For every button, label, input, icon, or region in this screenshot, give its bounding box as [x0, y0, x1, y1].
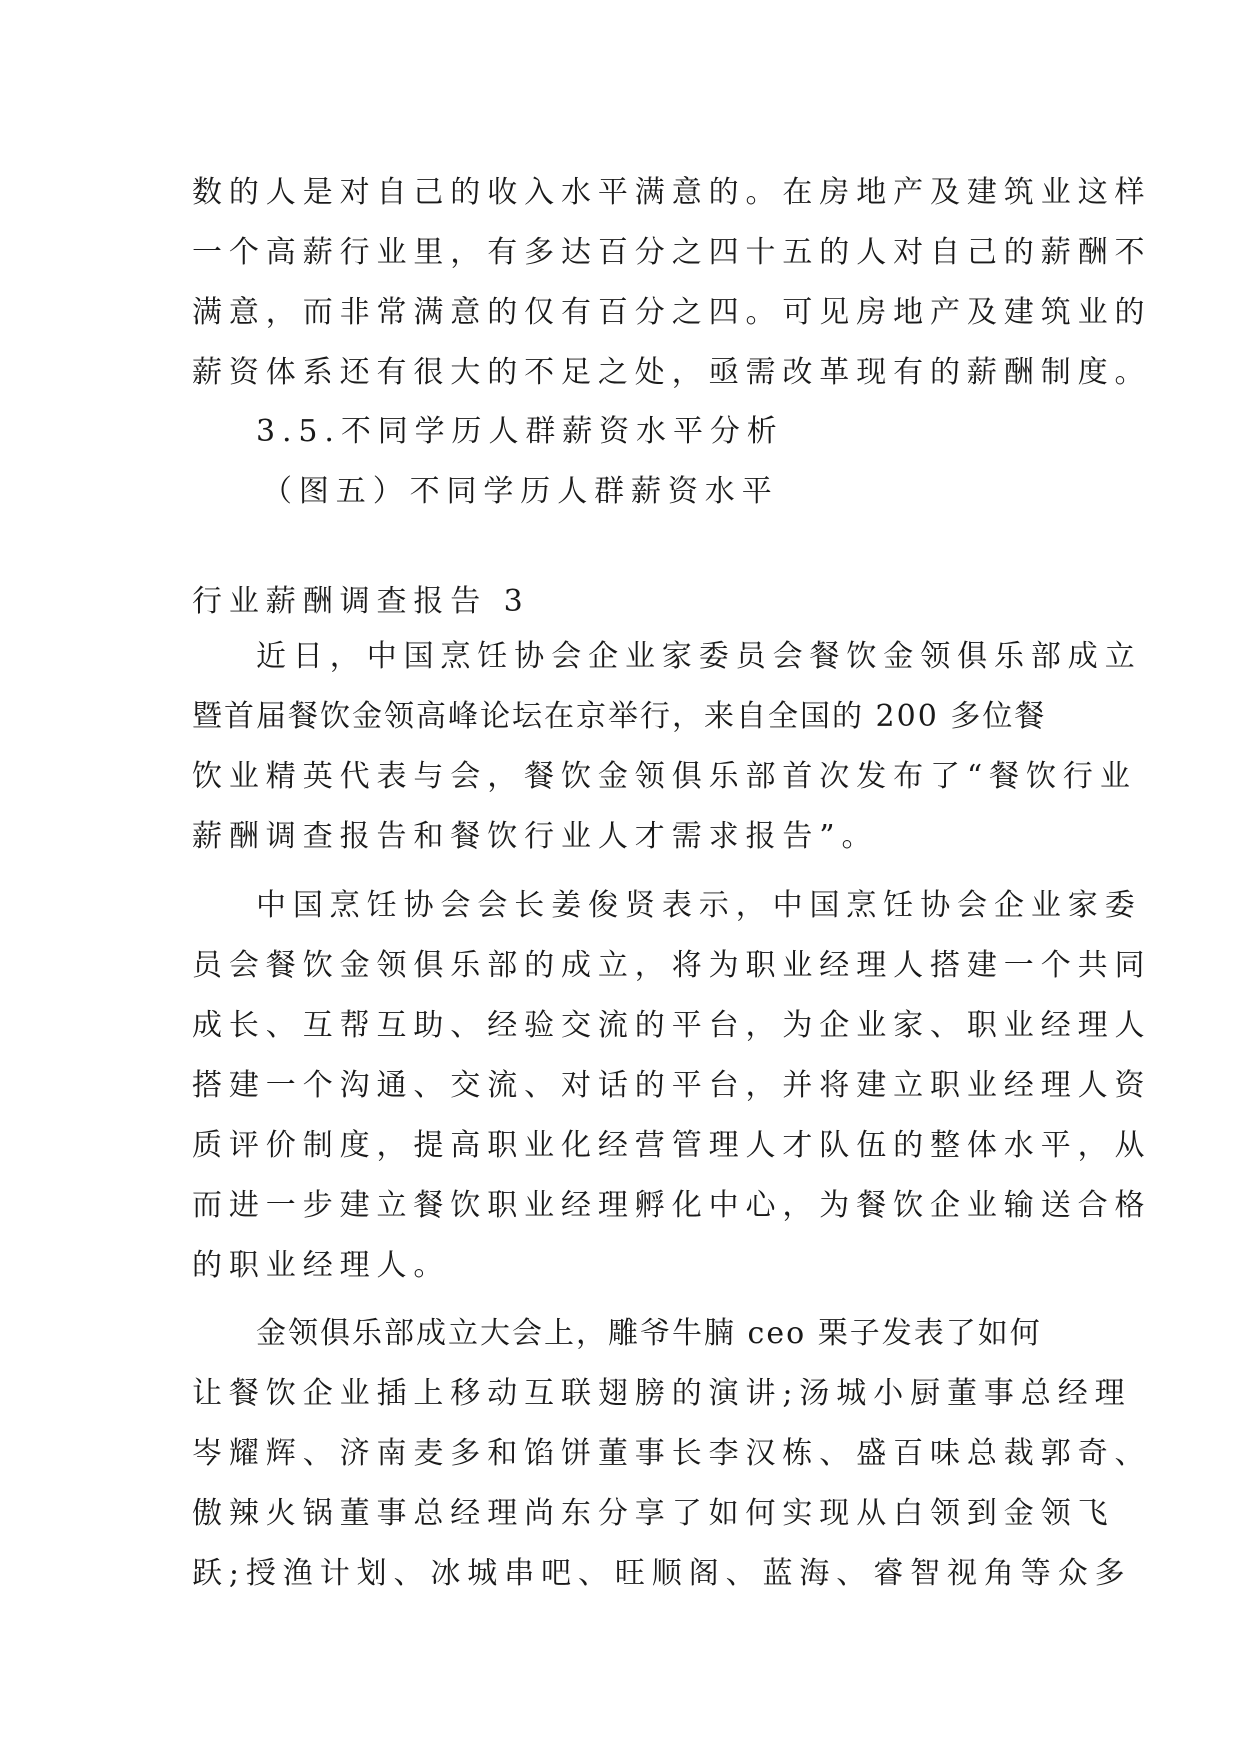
- paragraph-line: 让餐饮企业插上移动互联翅膀的演讲;汤城小厨董事总经理: [192, 1376, 1132, 1411]
- figure-caption: （图五）不同学历人群薪资水平: [262, 474, 779, 509]
- paragraph-line: 暨首届餐饮金领高峰论坛在京举行，来自全国的 200 多位餐: [192, 699, 1047, 734]
- paragraph-line: 数的人是对自己的收入水平满意的。在房地产及建筑业这样: [192, 175, 1152, 210]
- paragraph-line: 搭建一个沟通、交流、对话的平台，并将建立职业经理人资: [192, 1068, 1152, 1103]
- paragraph-line: 饮业精英代表与会，餐饮金领俱乐部首次发布了“餐饮行业: [192, 759, 1137, 794]
- paragraph-line: 员会餐饮金领俱乐部的成立，将为职业经理人搭建一个共同: [192, 948, 1152, 983]
- paragraph-line: 岑耀辉、济南麦多和馅饼董事长李汉栋、盛百味总裁郭奇、: [192, 1436, 1152, 1471]
- paragraph-line: 而进一步建立餐饮职业经理孵化中心，为餐饮企业输送合格: [192, 1188, 1152, 1223]
- paragraph-line: 中国烹饪协会会长姜俊贤表示，中国烹饪协会企业家委: [256, 888, 1142, 923]
- section-heading: 3.5.不同学历人群薪资水平分析: [256, 414, 784, 449]
- paragraph-line: 近日，中国烹饪协会企业家委员会餐饮金领俱乐部成立: [256, 639, 1142, 674]
- paragraph-line: 满意，而非常满意的仅有百分之四。可见房地产及建筑业的: [192, 295, 1152, 330]
- paragraph-line: 跃;授渔计划、冰城串吧、旺顺阁、蓝海、睿智视角等众多: [192, 1556, 1132, 1591]
- paragraph-line: 质评价制度，提高职业化经营管理人才队伍的整体水平，从: [192, 1128, 1152, 1163]
- paragraph-line: 一个高薪行业里，有多达百分之四十五的人对自己的薪酬不: [192, 235, 1152, 270]
- paragraph-line: 成长、互帮互助、经验交流的平台，为企业家、职业经理人: [192, 1008, 1152, 1043]
- report-title: 行业薪酬调查报告 3: [192, 584, 530, 619]
- paragraph-line: 薪资体系还有很大的不足之处，亟需改革现有的薪酬制度。: [192, 355, 1152, 390]
- paragraph-line: 金领俱乐部成立大会上，雕爷牛腩 ceo 栗子发表了如何: [256, 1316, 1042, 1351]
- paragraph-line: 薪酬调查报告和餐饮行业人才需求报告”。: [192, 819, 879, 854]
- paragraph-line: 傲辣火锅董事总经理尚东分享了如何实现从白领到金领飞: [192, 1496, 1115, 1531]
- paragraph-line: 的职业经理人。: [192, 1248, 451, 1283]
